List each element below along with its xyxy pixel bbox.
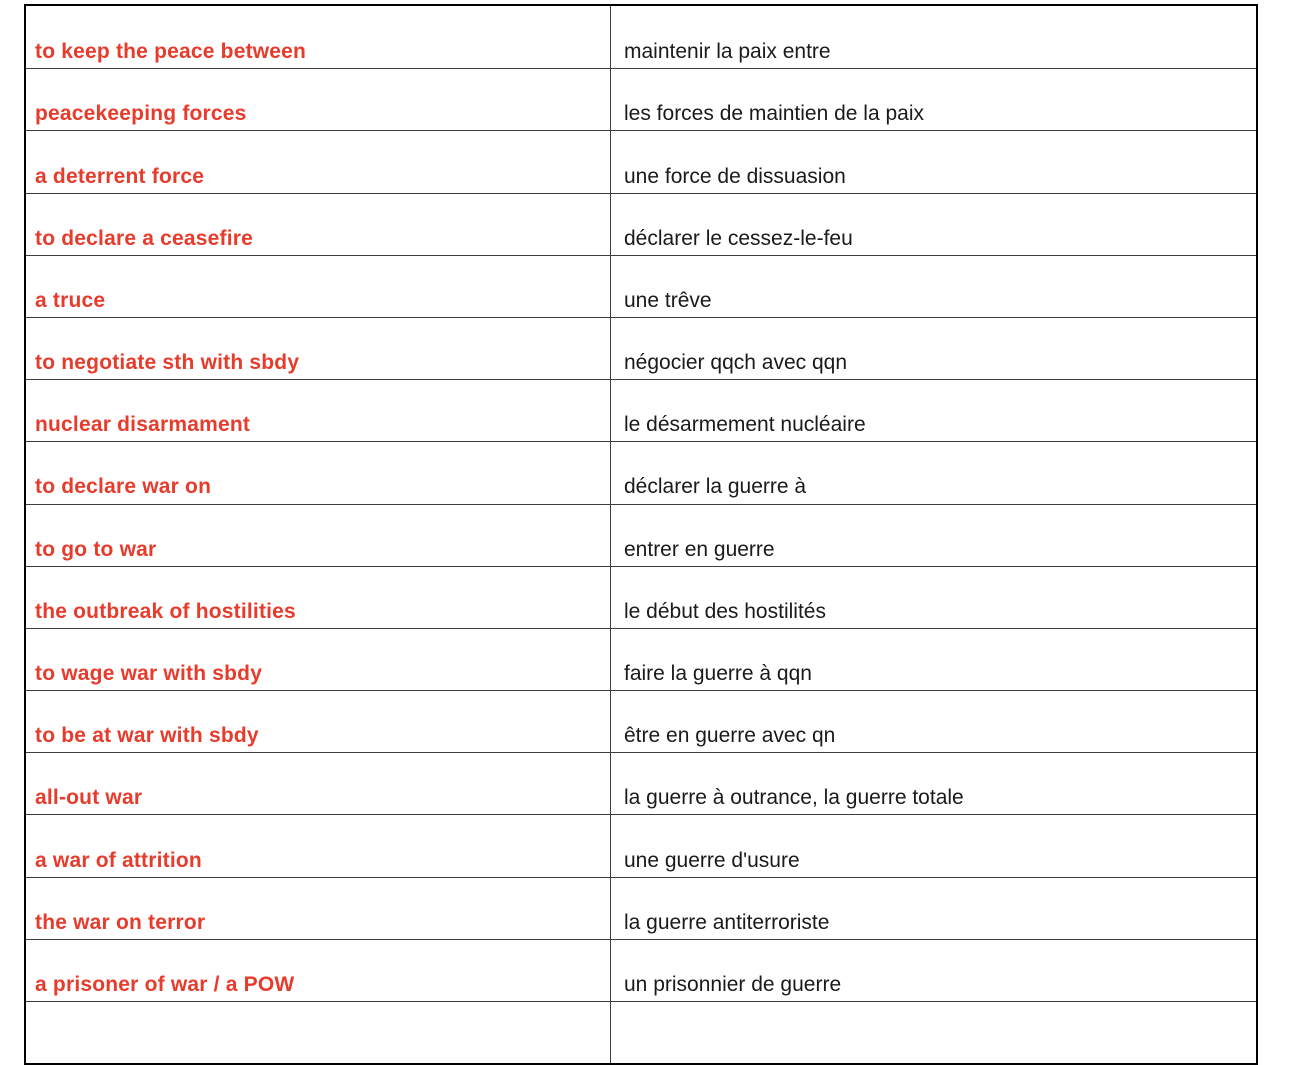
french-translation-cell: les forces de maintien de la paix bbox=[610, 69, 1256, 130]
french-translation-cell: négocier qqch avec qqn bbox=[610, 318, 1256, 379]
english-term-cell bbox=[26, 1002, 610, 1063]
english-term-cell: to go to war bbox=[35, 537, 157, 561]
english-term-cell: to wage war with sbdy bbox=[35, 662, 263, 686]
table-row bbox=[26, 814, 1256, 876]
english-term-cell: peacekeeping forces bbox=[35, 102, 247, 126]
english-term-cell: the war on terror bbox=[35, 910, 206, 934]
table-row bbox=[26, 690, 1256, 752]
english-term-cell: a prisoner of war / a POW bbox=[35, 972, 295, 996]
french-translation-cell: déclarer le cessez-le-feu bbox=[610, 194, 1256, 255]
table-row bbox=[26, 6, 1256, 68]
table-row bbox=[26, 130, 1256, 192]
french-translation-cell: la guerre à outrance, la guerre totale bbox=[610, 753, 1256, 814]
table-row bbox=[26, 752, 1256, 814]
french-translation-cell: le début des hostilités bbox=[610, 567, 1256, 628]
table-row bbox=[26, 193, 1256, 255]
english-term-cell: to keep the peace between bbox=[35, 40, 307, 64]
french-translation-cell: faire la guerre à qqn bbox=[610, 629, 1256, 690]
table-row bbox=[26, 255, 1256, 317]
english-term-cell: a war of attrition bbox=[35, 848, 202, 872]
french-translation-cell: un prisonnier de guerre bbox=[610, 940, 1256, 1001]
french-translation-cell: la guerre antiterroriste bbox=[610, 878, 1256, 939]
english-term-cell: to declare war on bbox=[35, 475, 212, 499]
english-term-cell: nuclear disarmament bbox=[35, 413, 251, 437]
french-translation-cell: une trêve bbox=[610, 256, 1256, 317]
table-row bbox=[26, 68, 1256, 130]
table-row bbox=[26, 566, 1256, 628]
table-row bbox=[26, 441, 1256, 503]
french-translation-cell: entrer en guerre bbox=[610, 505, 1256, 566]
table-row bbox=[26, 877, 1256, 939]
english-term-cell: to negotiate sth with sbdy bbox=[35, 351, 300, 375]
french-translation-cell: le désarmement nucléaire bbox=[610, 380, 1256, 441]
table-row bbox=[26, 317, 1256, 379]
table-row bbox=[26, 628, 1256, 690]
table-row bbox=[26, 504, 1256, 566]
french-translation-cell: déclarer la guerre à bbox=[610, 442, 1256, 503]
vocab-table bbox=[24, 4, 1258, 1065]
english-term-cell: to declare a ceasefire bbox=[35, 226, 254, 250]
french-translation-cell bbox=[610, 1002, 1256, 1063]
table-row bbox=[26, 939, 1256, 1001]
french-translation-cell: maintenir la paix entre bbox=[610, 6, 1256, 68]
english-term-cell: the outbreak of hostilities bbox=[35, 599, 296, 623]
english-term-cell: a deterrent force bbox=[35, 164, 205, 188]
english-term-cell: all-out war bbox=[35, 786, 143, 810]
table-row bbox=[26, 379, 1256, 441]
french-translation-cell: une guerre d'usure bbox=[610, 815, 1256, 876]
english-term-cell: to be at war with sbdy bbox=[35, 724, 259, 748]
french-translation-cell: être en guerre avec qn bbox=[610, 691, 1256, 752]
table-row-partial bbox=[26, 1001, 1256, 1063]
english-term-cell: a truce bbox=[35, 288, 106, 312]
french-translation-cell: une force de dissuasion bbox=[610, 131, 1256, 192]
